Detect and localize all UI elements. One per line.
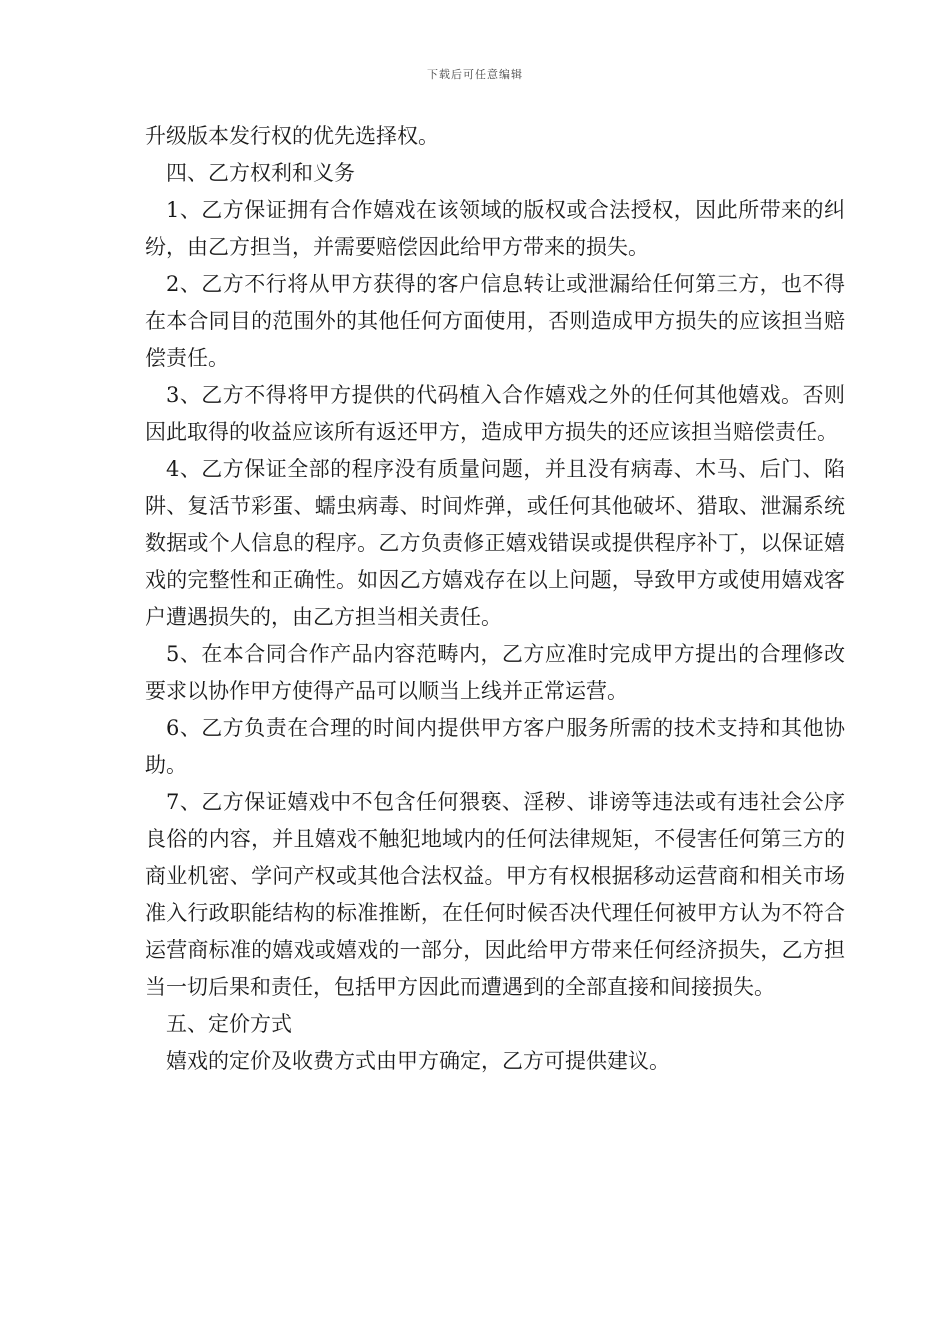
clause-4-7: 7、乙方保证嬉戏中不包含任何猥亵、淫秽、诽谤等违法或有违社会公序良俗的内容，并且嬉戏不触犯地域内的任何法律规矩，不侵害任何第三方的商业机密、学问产权或其他合法权益。甲方有权根据移动运营商和相关市场准入行政职能结构的标准推断，在任何时候否决代理任何被甲方认为不符合运营商标准的嬉戏或嬉戏的一部分，因此给甲方带来任何经济损失，乙方担当一切后果和责任，包括甲方因此而遭遇到的全部直接和间接损失。 [145, 790, 845, 999]
page-header: 下载后可任意编辑 [427, 68, 523, 81]
document-body [145, 118, 845, 1080]
paragraph-continuation: 升级版本发行权的优先选择权。 [145, 124, 439, 148]
clause-4-6: 6、乙方负责在合理的时间内提供甲方客户服务所需的技术支持和其他协助。 [145, 716, 845, 777]
clause-4-2: 2、乙方不行将从甲方获得的客户信息转让或泄漏给任何第三方，也不得在本合同目的范围外的其他任何方面使用，否则造成甲方损失的应该担当赔偿责任。 [145, 272, 845, 370]
clause-4-3: 3、乙方不得将甲方提供的代码植入合作嬉戏之外的任何其他嬉戏。否则因此取得的收益应该所有返还甲方，造成甲方损失的还应该担当赔偿责任。 [145, 383, 845, 444]
section-heading-5: 五、定价方式 [166, 1012, 292, 1036]
clause-4-1: 1、乙方保证拥有合作嬉戏在该领域的版权或合法授权，因此所带来的纠纷，由乙方担当，并需要赔偿因此给甲方带来的损失。 [145, 198, 845, 259]
clause-4-5: 5、在本合同合作产品内容范畴内，乙方应准时完成甲方提出的合理修改要求以协作甲方使得产品可以顺当上线并正常运营。 [145, 642, 845, 703]
pricing-paragraph: 嬉戏的定价及收费方式由甲方确定，乙方可提供建议。 [166, 1049, 670, 1073]
clause-4-4: 4、乙方保证全部的程序没有质量问题，并且没有病毒、木马、后门、陷阱、复活节彩蛋、蠕虫病毒、时间炸弹，或任何其他破坏、猎取、泄漏系统数据或个人信息的程序。乙方负责修正嬉戏错误或提供程序补丁，以保证嬉戏的完整性和正确性。如因乙方嬉戏存在以上问题，导致甲方或使用嬉戏客户遭遇损失的，由乙方担当相关责任。 [145, 457, 845, 629]
section-heading-4: 四、乙方权利和义务 [166, 161, 355, 185]
